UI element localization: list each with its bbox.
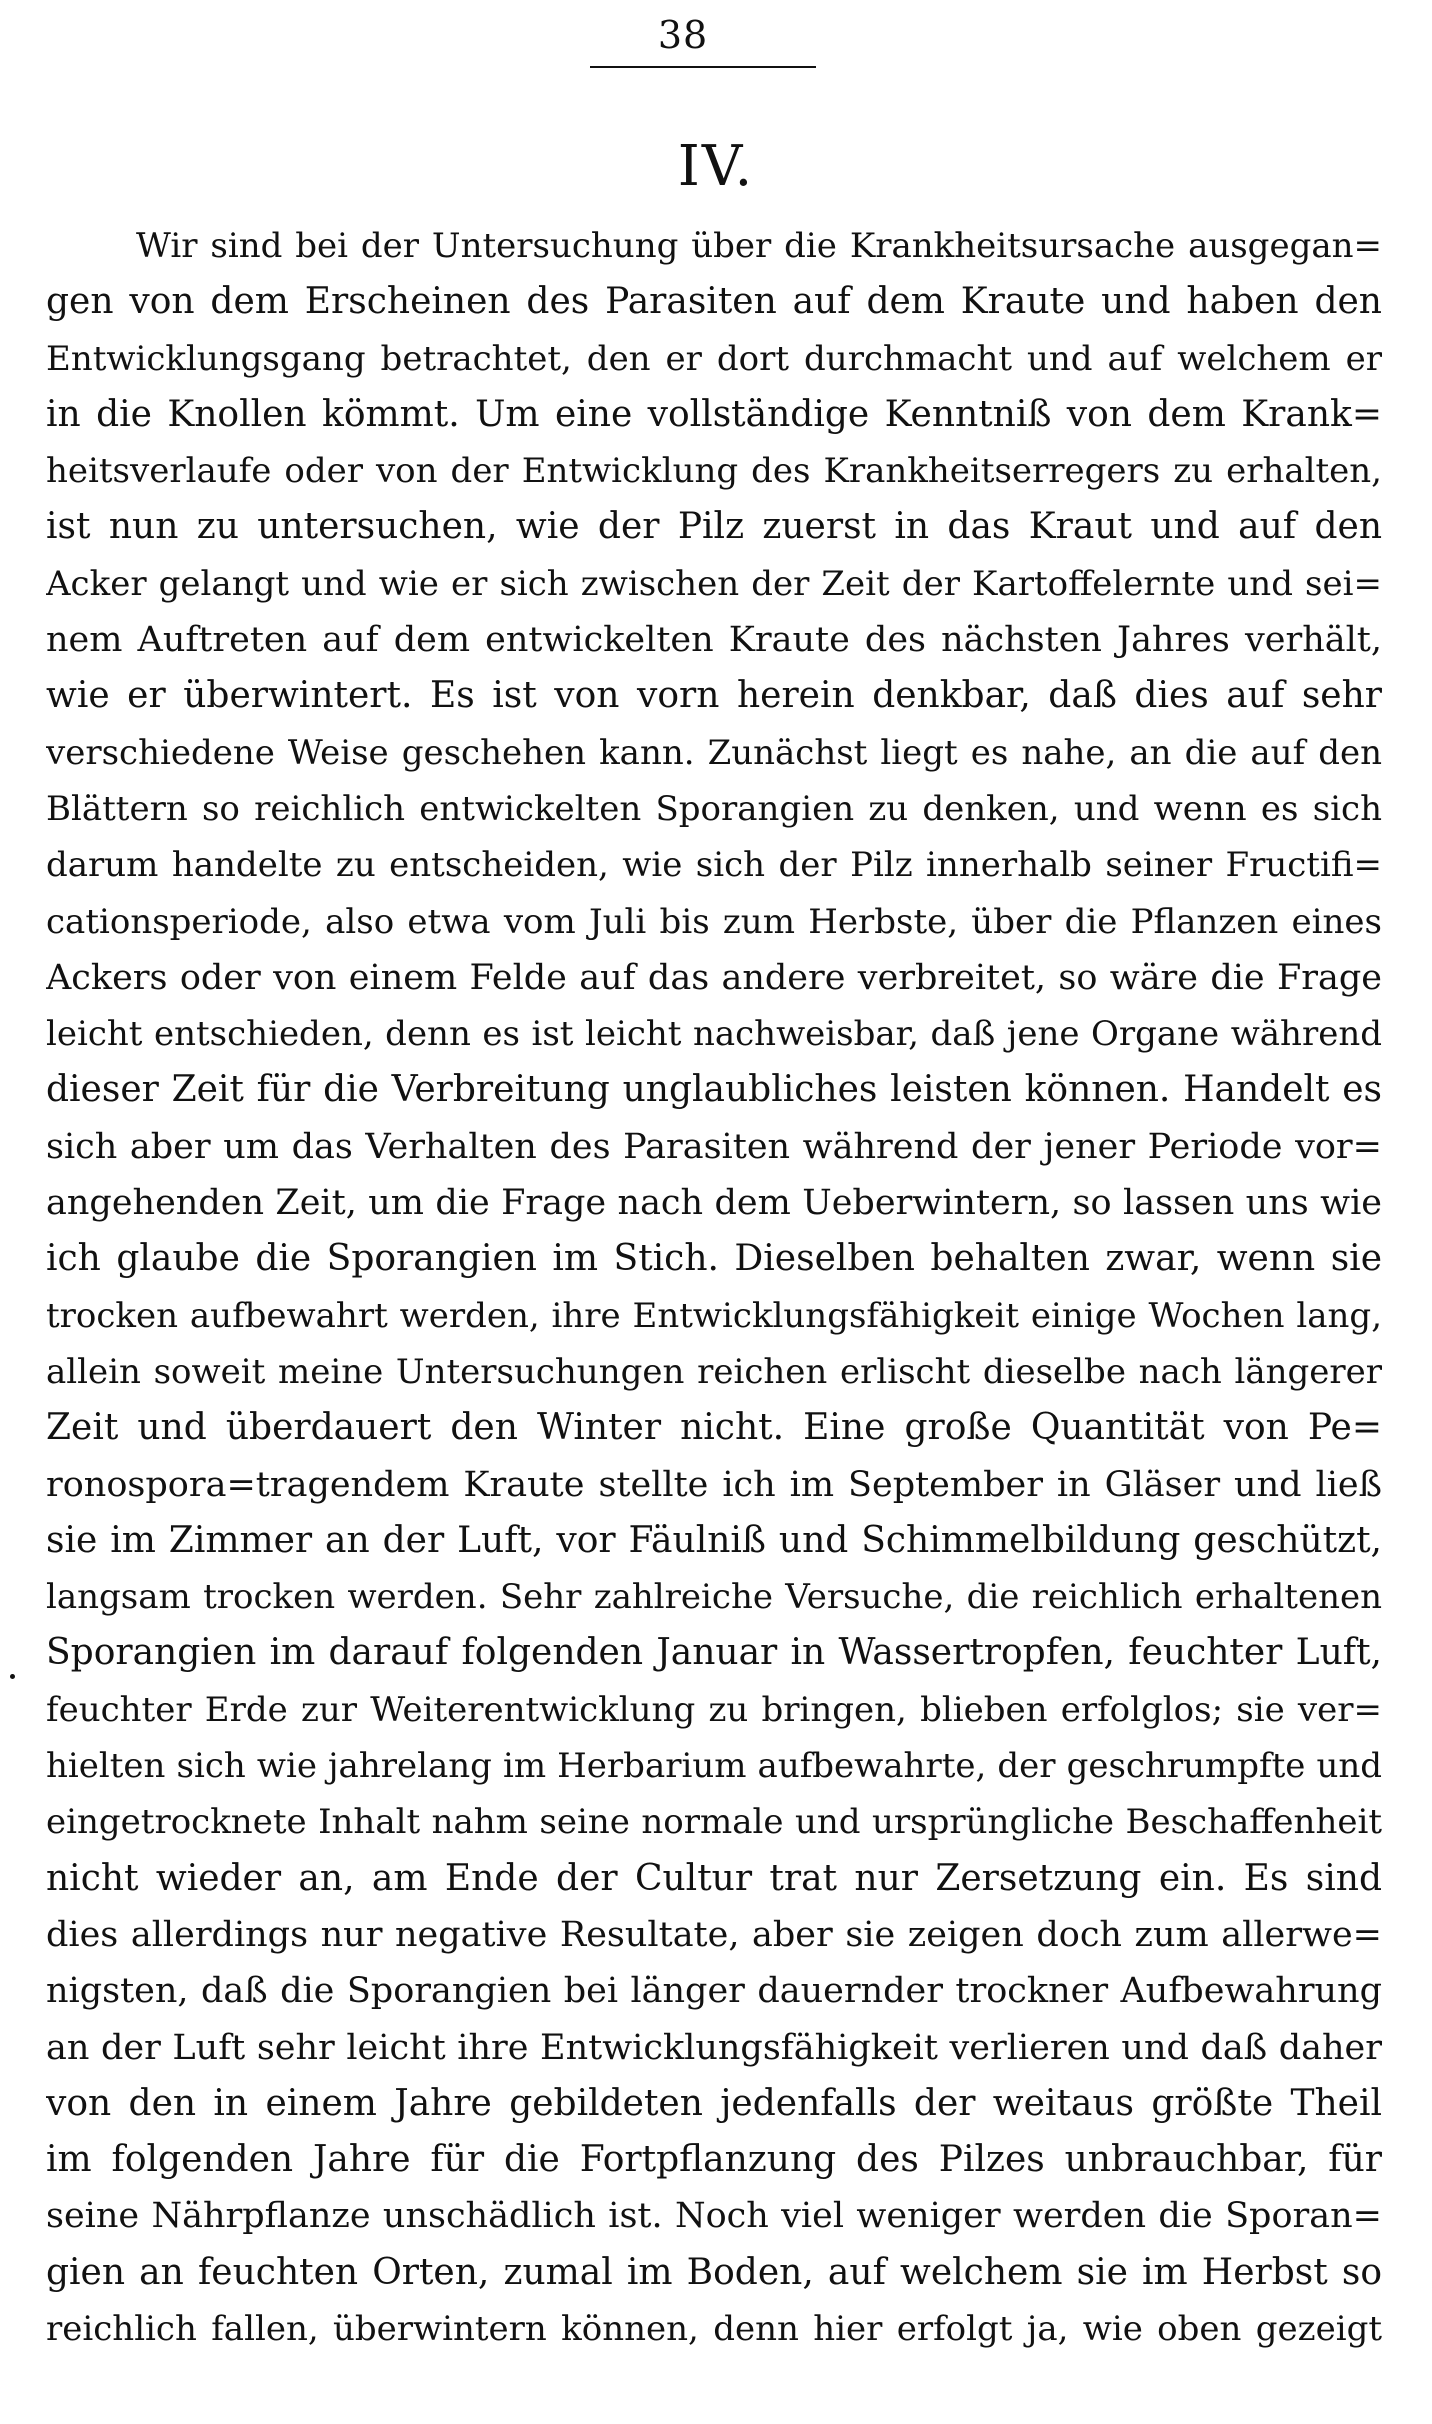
text-line: sie im Zimmer an der Luft, vor Fäulniß und Schimmelbildung geschützt,	[46, 1519, 1382, 1561]
text-line: ist nun zu untersuchen, wie der Pilz zuerst in das Kraut und auf den	[46, 506, 1382, 548]
text-line: Sporangien im darauf folgenden Januar in Wassertropfen, feuchter Luft,	[46, 1632, 1382, 1674]
text-line: feuchter Erde zur Weiterentwicklung zu bringen, blieben erfolglos; sie ver=	[46, 1689, 1382, 1730]
text-line: dies allerdings nur negative Resultate, aber sie zeigen doch zum allerwe=	[46, 1914, 1382, 1955]
text-line: wie er überwintert. Es ist von vorn herein denkbar, daß dies auf sehr	[46, 675, 1382, 717]
text-line: angehenden Zeit, um die Frage nach dem Ueberwintern, so lassen uns wie	[46, 1183, 1382, 1224]
text-line: allein soweit meine Untersuchungen reichen erlischt dieselbe nach längerer	[46, 1351, 1382, 1392]
text-line: seine Nährpflanze unschädlich ist. Noch viel weniger werden die Sporan=	[46, 2196, 1382, 2237]
text-line: von den in einem Jahre gebildeten jedenfalls der weitaus größte Theil	[46, 2082, 1382, 2124]
text-line: Blättern so reichlich entwickelten Sporangien zu denken, und wenn es sich	[46, 788, 1382, 829]
chapter-heading: IV.	[677, 134, 755, 199]
text-line: verschiedene Weise geschehen kann. Zunächst liegt es nahe, an die auf den	[46, 732, 1382, 773]
text-line: dieser Zeit für die Verbreitung unglaubliches leisten können. Handelt es	[46, 1069, 1382, 1111]
text-line: leicht entschieden, denn es ist leicht nachweisbar, daß jene Organe während	[46, 1014, 1382, 1055]
text-line: im folgenden Jahre für die Fortpflanzung des Pilzes unbrauchbar, für	[46, 2139, 1382, 2181]
text-line: eingetrocknete Inhalt nahm seine normale und ursprüngliche Beschaffenheit	[46, 1802, 1382, 1843]
text-line: Zeit und überdauert den Winter nicht. Eine große Quantität von Pe=	[46, 1407, 1382, 1449]
text-line: Wir sind bei der Untersuchung über die Krankheitsursache ausgegan=	[136, 226, 1382, 266]
text-line: hielten sich wie jahrelang im Herbarium aufbewahrte, der geschrumpfte und	[46, 1746, 1382, 1787]
text-line: cationsperiode, also etwa vom Juli bis zum Herbste, über die Pflanzen eines	[46, 901, 1382, 942]
text-line: Ackers oder von einem Felde auf das andere verbreitet, so wäre die Frage	[46, 957, 1382, 998]
text-line: an der Luft sehr leicht ihre Entwicklungsfähigkeit verlieren und daß daher	[46, 2027, 1382, 2068]
text-line: heitsverlaufe oder von der Entwicklung des Krankheitserregers zu erhalten,	[46, 451, 1382, 492]
body-text	[46, 218, 1382, 2357]
text-line: ich glaube die Sporangien im Stich. Dieselben behalten zwar, wenn sie	[46, 1238, 1382, 1280]
text-line: in die Knollen kömmt. Um eine vollständige Kenntniß von dem Krank=	[46, 393, 1382, 435]
text-line: gien an feuchten Orten, zumal im Boden, auf welchem sie im Herbst so	[46, 2251, 1382, 2293]
text-line: langsam trocken werden. Sehr zahlreiche Versuche, die reichlich erhaltenen	[46, 1577, 1382, 1618]
text-line: gen von dem Erscheinen des Parasiten auf dem Kraute und haben den	[46, 281, 1382, 323]
margin-mark	[10, 1674, 15, 1679]
text-line: nem Auftreten auf dem entwickelten Kraute des nächsten Jahres verhält,	[46, 620, 1382, 661]
text-line: reichlich fallen, überwintern können, denn hier erfolgt ja, wie oben gezeigt	[46, 2308, 1382, 2349]
text-line: trocken aufbewahrt werden, ihre Entwicklungsfähigkeit einige Wochen lang,	[46, 1295, 1382, 1336]
text-line: darum handelte zu entscheiden, wie sich der Pilz innerhalb seiner Fructifi=	[46, 845, 1382, 886]
header-rule	[590, 66, 816, 68]
text-line: ronospora=tragendem Kraute stellte ich im September in Gläser und ließ	[46, 1464, 1382, 1505]
text-line: nigsten, daß die Sporangien bei länger dauernder trockner Aufbewahrung	[46, 1971, 1382, 2012]
text-line: nicht wieder an, am Ende der Cultur trat nur Zersetzung ein. Es sind	[46, 1857, 1382, 1899]
page-number: 38	[657, 13, 709, 57]
text-line: Entwicklungsgang betrachtet, den er dort durchmacht und auf welchem er	[46, 338, 1382, 379]
text-line: Acker gelangt und wie er sich zwischen der Zeit der Kartoffelernte und sei=	[46, 563, 1382, 604]
text-line: sich aber um das Verhalten des Parasiten während der jener Periode vor=	[46, 1126, 1382, 1167]
